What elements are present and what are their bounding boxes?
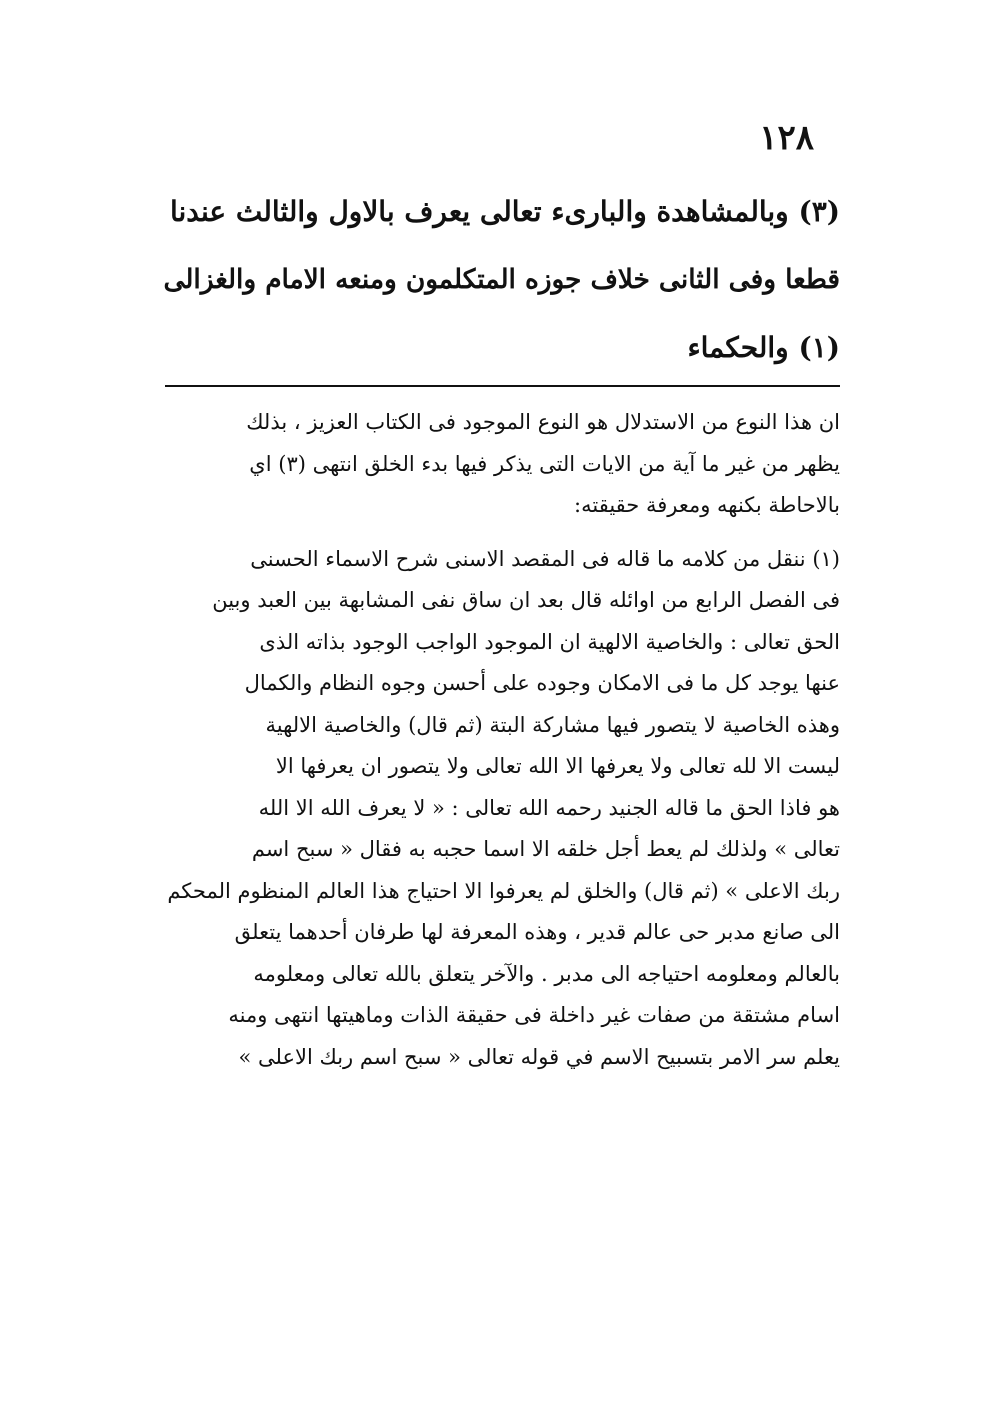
footnote-line: ربك الاعلى » (ثم قال) والخلق لم يعرفوا الا احتياج هذا العالم المنظوم المحكم <box>167 878 840 903</box>
footnote-line: بالعالم ومعلومه احتياجه الى مدبر . والآخر يتعلق بالله تعالى ومعلومه <box>253 961 840 986</box>
footnote-line: هو فاذا الحق ما قاله الجنيد رحمه الله تعالى : « لا يعرف الله الا الله <box>258 795 840 820</box>
footnote-line: ليست الا لله تعالى ولا يعرفها الا الله تعالى ولا يتصور ان يعرفها الا <box>275 754 840 778</box>
main-text-line: (١) والحكماء <box>687 331 840 364</box>
footnote-line: الحق تعالى : والخاصية الالهية ان الموجود الواجب الوجود بذاته الذى <box>259 629 840 654</box>
main-text <box>150 178 840 382</box>
footnote-line: يعلم سر الامر بتسبيح الاسم في قوله تعالى « سبح اسم ربك الاعلى » <box>238 1044 840 1069</box>
footnote-line: اسام مشتقة من صفات غير داخلة فى حقيقة الذات وماهيتها انتهى ومنه <box>228 1003 840 1027</box>
footnote-line: عنها يوجد كل ما فى الامكان وجوده على أحسن وجوه النظام والكمال <box>244 671 840 695</box>
footnote-line: فى الفصل الرابع من اوائله قال بعد ان ساق نفى المشابهة بين العبد وبين <box>212 588 840 612</box>
footnote-line: يظهر من غير ما آية من الايات التى يذكر فيها بدء الخلق انتهى (٣) اي <box>249 451 840 476</box>
footnote-line: بالاحاطة بكنهه ومعرفة حقيقته: <box>574 493 840 517</box>
footnote-line: تعالى » ولذلك لم يعط أجل خلقه الا اسما حجبه به فقال « سبح اسم <box>251 837 840 861</box>
footnote-block-1 <box>150 539 840 1079</box>
main-text-line: (٣) وبالمشاهدة والبارىء تعالى يعرف بالاول والثالث عندنا <box>169 195 840 228</box>
footnote-separator <box>165 385 840 387</box>
footnote-line: الى صانع مدبر حى عالم قدير ، وهذه المعرفة لها طرفان أحدهما يتعلق <box>234 920 840 944</box>
main-text-line: قطعا وفى الثانى خلاف جوزه المتكلمون ومنعه الامام والغزالى <box>163 264 840 295</box>
footnote-block-continuation <box>150 402 840 527</box>
page-number: ١٢٨ <box>759 118 814 158</box>
footnote-gap <box>150 527 840 539</box>
footnotes <box>150 402 840 1078</box>
footnote-line: (١) ننقل من كلامه ما قاله فى المقصد الاسنى شرح الاسماء الحسنى <box>250 546 840 571</box>
footnote-line: وهذه الخاصية لا يتصور فيها مشاركة البتة (ثم قال) والخاصية الالهية <box>265 712 840 737</box>
footnote-line: ان هذا النوع من الاستدلال هو النوع الموجود فى الكتاب العزيز ، بذلك <box>246 410 840 434</box>
